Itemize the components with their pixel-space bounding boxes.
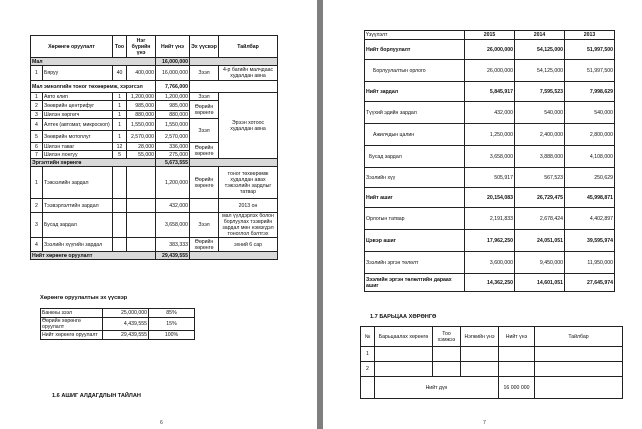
table-header-row <box>361 327 623 347</box>
qty-cell: 12 <box>113 143 127 151</box>
merged-source-cell: Өөрийн хөрөнгө <box>190 101 219 119</box>
table-row <box>31 93 278 101</box>
table-row <box>365 188 615 208</box>
section-heading-1-7: 1.7 БАРЬЦАА ХӨРӨНГӨ <box>370 314 437 320</box>
value-2013: 4,108,000 <box>565 146 615 168</box>
value-2014: 7,595,523 <box>515 82 565 102</box>
qty-cell: 1 <box>113 131 127 143</box>
header-cell: № <box>361 327 375 347</box>
empty-cell <box>499 362 535 377</box>
value-2015: 3,600,000 <box>465 252 515 274</box>
header-cell: Нийт үнэ <box>499 327 535 347</box>
table-row <box>365 208 615 230</box>
section-label: Эргэлтийн хөрөнгө <box>31 159 156 167</box>
row-number: 4 <box>31 119 43 131</box>
row-number: 2 <box>31 199 43 213</box>
table-row <box>361 362 623 377</box>
total-cell: 7,766,000 <box>156 81 190 93</box>
table-row <box>365 102 615 124</box>
total-cell: 1,200,000 <box>156 167 190 199</box>
unit-price-cell: 985,000 <box>127 101 156 111</box>
value-2013: 27,645,974 <box>565 274 615 292</box>
value-2014: 567,523 <box>515 168 565 188</box>
total-cell: 1,550,000 <box>156 119 190 131</box>
value-2013: 39,595,974 <box>565 230 615 252</box>
value-2015: 14,362,250 <box>465 274 515 292</box>
qty-cell: 5 <box>113 151 127 159</box>
value-2015: 505,917 <box>465 168 515 188</box>
source-pct: 85% <box>149 309 195 318</box>
value-2014: 26,729,475 <box>515 188 565 208</box>
empty-cell <box>375 362 433 377</box>
value-2015: 1,250,000 <box>465 124 515 146</box>
table-row <box>31 167 278 199</box>
item-name: Бяруу <box>43 66 113 81</box>
row-number: 3 <box>31 111 43 119</box>
empty-cell <box>433 347 461 362</box>
total-cell: 275,000 <box>156 151 190 159</box>
source-cell: Өөрийн хөрөнгө <box>190 238 219 252</box>
value-2015: 26,000,000 <box>465 40 515 60</box>
table-header-row <box>31 36 278 58</box>
empty-cell <box>433 362 461 377</box>
item-name: Бусад зардал <box>43 213 113 238</box>
row-number: 2 <box>31 101 43 111</box>
note-cell: эхний 6 сар <box>219 238 278 252</box>
profit-loss-table <box>364 30 615 292</box>
metric-label: Зээлийн эргэн төлөлтийн дараах ашиг <box>365 274 465 292</box>
value-2013: 250,629 <box>565 168 615 188</box>
header-cell: Барьцаалах хөрөнгө <box>375 327 433 347</box>
note-cell: 2013 он <box>219 199 278 213</box>
total-cell: 880,000 <box>156 111 190 119</box>
table-row <box>31 238 278 252</box>
table-row <box>365 146 615 168</box>
value-2015: 2,191,833 <box>465 208 515 230</box>
unit-price-cell <box>127 167 156 199</box>
total-cell: 16,000,000 <box>156 66 190 81</box>
qty-cell: 40 <box>113 66 127 81</box>
empty-cell <box>190 252 278 260</box>
value-2014: 2,678,424 <box>515 208 565 230</box>
total-cell: 2,570,000 <box>156 131 190 143</box>
table-row <box>31 81 278 93</box>
source-cell: Зээл <box>190 66 219 81</box>
table-row <box>365 230 615 252</box>
row-number: 1 <box>31 93 43 101</box>
metric-label: Орлогын татвар <box>365 208 465 230</box>
unit-price-cell: 1,550,000 <box>127 119 156 131</box>
row-number: 1 <box>31 167 43 199</box>
value-2014: 3,888,000 <box>515 146 565 168</box>
merged-source-cell: Өөрийн хөрөнгө <box>190 143 219 159</box>
page-number: 6 <box>160 420 163 426</box>
row-number: 3 <box>31 213 43 238</box>
metric-label: Нийт ашиг <box>365 188 465 208</box>
item-name: Тэжээлийн зардал <box>43 167 113 199</box>
unit-price-cell: 1,200,000 <box>127 93 156 101</box>
section-label: Мал эмнэлгийн тоног төхөөрөмж, хэрэгсэл <box>31 81 156 93</box>
header-cell: Тайлбар <box>219 36 278 58</box>
value-2015: 26,000,000 <box>465 60 515 82</box>
metric-label: Цэвэр ашиг <box>365 230 465 252</box>
section-label: Нийт хөрөнгө оруулалт <box>31 252 156 260</box>
merged-source-cell: Зээл <box>190 119 219 143</box>
qty-cell <box>113 238 127 252</box>
table-row <box>31 199 278 213</box>
empty-cell <box>190 159 278 167</box>
item-name: Шилэн хөргөгч <box>43 111 113 119</box>
empty-cell <box>499 347 535 362</box>
source-amount: 29,439,555 <box>103 331 149 340</box>
item-name: Шилэн лонгуу <box>43 151 113 159</box>
table-row <box>365 124 615 146</box>
header-cell: Нэгжийн үнэ <box>461 327 499 347</box>
qty-cell: 1 <box>113 111 127 119</box>
table-row <box>365 252 615 274</box>
total-cell: 1,200,000 <box>156 93 190 101</box>
value-2013: 51,997,500 <box>565 60 615 82</box>
header-cell: Эх үүсвэр <box>190 36 219 58</box>
note-cell: 4-р багийн малчдаас худалдан авна <box>219 66 278 81</box>
source-label: Өөрийн хөрөнгө оруулалт <box>41 318 103 331</box>
empty-cell <box>361 377 375 399</box>
table-row <box>365 274 615 292</box>
unit-price-cell: 880,000 <box>127 111 156 119</box>
value-2014: 54,125,000 <box>515 60 565 82</box>
source-pct: 100% <box>149 331 195 340</box>
header-cell: Нийт үнэ <box>156 36 190 58</box>
table-row <box>31 252 278 260</box>
item-name: Авто клип <box>43 93 113 101</box>
empty-cell <box>190 58 278 66</box>
source-amount: 25,000,000 <box>103 309 149 318</box>
header-cell: Тоо <box>113 36 127 58</box>
total-cell: 16,000,000 <box>156 58 190 66</box>
total-cell: 432,000 <box>156 199 190 213</box>
empty-cell <box>461 347 499 362</box>
row-number: 5 <box>31 131 43 143</box>
header-cell: Нэг бүрийн үнэ <box>127 36 156 58</box>
table-row <box>365 40 615 60</box>
value-2015: 20,154,083 <box>465 188 515 208</box>
empty-cell <box>375 347 433 362</box>
empty-cell <box>461 362 499 377</box>
header-cell: Тайлбар <box>535 327 623 347</box>
value-2013: 540,000 <box>565 102 615 124</box>
value-2014: 540,000 <box>515 102 565 124</box>
metric-label: Нийт борлуулалт <box>365 40 465 60</box>
value-2014: 14,601,051 <box>515 274 565 292</box>
item-name: Зөөврийн центрифуг <box>43 101 113 111</box>
value-2013: 51,997,500 <box>565 40 615 60</box>
value-2013: 11,950,000 <box>565 252 615 274</box>
document-page-left <box>0 0 317 429</box>
collateral-table <box>360 326 623 399</box>
item-name: Тээвэрлэлтийн зардал <box>43 199 113 213</box>
metric-label: Бусад зардал <box>365 146 465 168</box>
item-name: Зөөврийн мотоплуг <box>43 131 113 143</box>
table-row <box>365 82 615 102</box>
unit-price-cell <box>127 213 156 238</box>
qty-cell: 1 <box>113 101 127 111</box>
source-amount: 4,439,555 <box>103 318 149 331</box>
table-header-row <box>365 31 615 40</box>
unit-price-cell: 400,000 <box>127 66 156 81</box>
row-number: 1 <box>31 66 43 81</box>
empty-cell <box>190 81 278 93</box>
metric-label: Борлуулалтын орлого <box>365 60 465 82</box>
document-page-right <box>323 0 642 429</box>
value-2015: 17,962,250 <box>465 230 515 252</box>
note-cell: тоног төхөөрөмж худалдан авах тэжээлийн зардлыг татвар <box>219 167 278 199</box>
total-cell: 985,000 <box>156 101 190 111</box>
row-number: 6 <box>31 143 43 151</box>
header-cell: Үзүүлэлт <box>365 31 465 40</box>
qty-cell <box>113 167 127 199</box>
source-cell: Өөрийн хөрөнгө <box>190 167 219 199</box>
page-number: 7 <box>483 420 486 426</box>
qty-cell: 1 <box>113 93 127 101</box>
header-cell: Тоо хэмжээ <box>433 327 461 347</box>
unit-price-cell: 55,000 <box>127 151 156 159</box>
header-cell: 2014 <box>515 31 565 40</box>
unit-price-cell <box>127 238 156 252</box>
source-pct: 15% <box>149 318 195 331</box>
source-cell: Зээл <box>190 93 219 101</box>
item-name: Шилэн таваг <box>43 143 113 151</box>
qty-cell <box>113 213 127 238</box>
empty-cell <box>535 347 623 362</box>
qty-cell <box>113 199 127 213</box>
table-row <box>31 66 278 81</box>
source-cell: Зээл <box>190 213 219 238</box>
funding-source-heading: Хөрөнгө оруулалтын эх үүсвэр <box>40 295 128 301</box>
note-cell: мал үүлдэрлэх болон борлуулах тээврийн зардал мөн нэмэгдэл тоноглол бэлтгэх <box>219 213 278 238</box>
metric-label: Түүхий эдийн зардал <box>365 102 465 124</box>
table-row <box>31 159 278 167</box>
row-number: 7 <box>31 151 43 159</box>
value-2013: 7,998,629 <box>565 82 615 102</box>
value-2015: 3,658,000 <box>465 146 515 168</box>
table-row <box>361 377 623 399</box>
source-label: Нийт хөрөнгө оруулалт <box>41 331 103 340</box>
metric-label: Ажилчдын цалин <box>365 124 465 146</box>
total-cell: 29,439,555 <box>156 252 190 260</box>
metric-label: Зээлийн хүү <box>365 168 465 188</box>
row-number: 4 <box>31 238 43 252</box>
total-cell: 5,673,555 <box>156 159 190 167</box>
total-label: Нийт дүн <box>375 377 499 399</box>
total-value: 16 000 000 <box>499 377 535 399</box>
total-cell: 336,000 <box>156 143 190 151</box>
source-label: Банкны зээл <box>41 309 103 318</box>
table-row <box>41 309 195 318</box>
row-number: 2 <box>361 362 375 377</box>
table-row <box>365 168 615 188</box>
table-row <box>41 331 195 340</box>
qty-cell: 1 <box>113 119 127 131</box>
item-name: Зээлийн хүүгийн зардал <box>43 238 113 252</box>
total-cell: 3,658,000 <box>156 213 190 238</box>
header-cell: 2015 <box>465 31 515 40</box>
empty-cell <box>535 362 623 377</box>
value-2014: 2,400,000 <box>515 124 565 146</box>
source-cell <box>190 199 219 213</box>
metric-label: Зээлийн эргэн төлөлт <box>365 252 465 274</box>
unit-price-cell: 2,570,000 <box>127 131 156 143</box>
total-cell: 383,333 <box>156 238 190 252</box>
section-heading-1-6: 1.6 АШИГ АЛДАГДЛЫН ТАЙЛАН <box>52 393 141 399</box>
unit-price-cell: 28,000 <box>127 143 156 151</box>
value-2014: 54,125,000 <box>515 40 565 60</box>
merged-note-cell: Эрээн хотоос худалдан авна <box>219 93 278 159</box>
value-2013: 45,998,871 <box>565 188 615 208</box>
value-2015: 432,000 <box>465 102 515 124</box>
table-row <box>31 213 278 238</box>
section-label: Мал <box>31 58 156 66</box>
value-2014: 24,051,051 <box>515 230 565 252</box>
empty-cell <box>535 377 623 399</box>
funding-source-table <box>40 308 195 340</box>
header-cell: 2013 <box>565 31 615 40</box>
value-2015: 5,845,917 <box>465 82 515 102</box>
header-cell: Хөрөнгө оруулалт <box>31 36 113 58</box>
value-2013: 4,402,897 <box>565 208 615 230</box>
metric-label: Нийт зардал <box>365 82 465 102</box>
table-row <box>361 347 623 362</box>
table-row <box>365 60 615 82</box>
table-row <box>41 318 195 331</box>
table-row <box>31 58 278 66</box>
unit-price-cell <box>127 199 156 213</box>
item-name: Алтек (автомат, микроскоп) <box>43 119 113 131</box>
value-2014: 9,450,000 <box>515 252 565 274</box>
row-number: 1 <box>361 347 375 362</box>
value-2013: 2,800,000 <box>565 124 615 146</box>
investment-table <box>30 35 278 260</box>
